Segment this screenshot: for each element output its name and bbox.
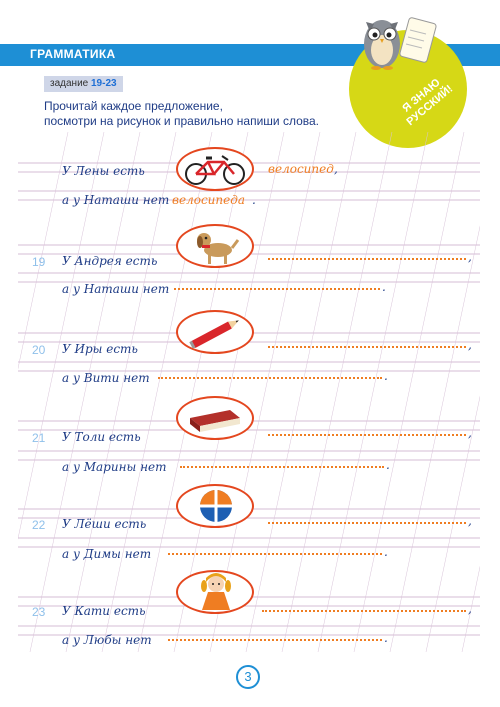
sentence-5-line-1: У Лёши есть [62,517,147,531]
comma: , [468,514,472,528]
sentence-6-line-1: У Кати есть [62,604,146,618]
sentence-5-line-2: а у Димы нет [62,547,152,561]
answer-blank[interactable] [268,258,466,260]
period: . [386,458,390,472]
sentence-5-line-2: а у Марины нет [62,460,167,474]
instructions-line-1: Прочитай каждое предложение, [44,99,223,113]
exercise-number: 20 [32,343,46,357]
answer-blank[interactable] [268,434,466,436]
period: . [384,631,388,645]
answer-blank[interactable] [174,288,380,290]
instructions [44,99,364,129]
answer-blank[interactable] [158,377,382,379]
comma: , [468,250,472,264]
pencil-icon [184,318,246,348]
comma: , [468,602,472,616]
exercise-number: 22 [32,518,46,532]
sentence-3-line-1: У Иры есть [62,342,138,356]
badge-text: Я ЗНАЮ РУССКИЙ! [400,76,456,129]
page-number: 3 [236,665,260,689]
section-title: ГРАММАТИКА [30,47,116,61]
doll-icon [196,570,236,616]
task-range: 19-23 [91,78,117,89]
sentence-2-line-2: а у Наташи нет [62,282,170,296]
sentence-4-line-1: У Толи есть [62,430,141,444]
book-icon [186,404,244,434]
sentence-6-line-2: а у Любы нет [62,633,152,647]
period: . [384,369,388,383]
answer-example-2: велосипеда [172,193,245,207]
sentence-2-line-1: У Андрея есть [62,254,158,268]
comma: , [468,426,472,440]
task-tag [44,76,123,92]
sentence-1-line-2: а у Наташи нет [62,193,170,207]
answer-blank[interactable] [168,553,382,555]
ball-icon [198,486,234,526]
period-1: . [252,193,256,207]
sentence-1-line-1: У Лены есть [62,164,145,178]
period: . [382,280,386,294]
period: . [384,545,388,559]
answer-blank[interactable] [268,522,466,524]
dog-icon [192,228,240,266]
answer-blank[interactable] [168,639,382,641]
exercise-number: 19 [32,255,46,269]
sentence-3-line-2: а у Вити нет [62,371,150,385]
instructions-line-2: посмотри на рисунок и правильно напиши слова. [44,114,320,128]
answer-blank[interactable] [180,466,384,468]
owl-mascot-icon [352,2,442,82]
exercise-number: 21 [32,431,46,445]
answer-example-1: велосипед [268,162,334,176]
ruled-lines [18,132,480,652]
bicycle-icon [184,152,246,186]
comma: , [468,338,472,352]
exercise-number: 23 [32,605,46,619]
answer-blank[interactable] [262,610,466,612]
comma-1: , [334,162,338,176]
task-label: задание [50,78,89,89]
answer-blank[interactable] [268,346,466,348]
